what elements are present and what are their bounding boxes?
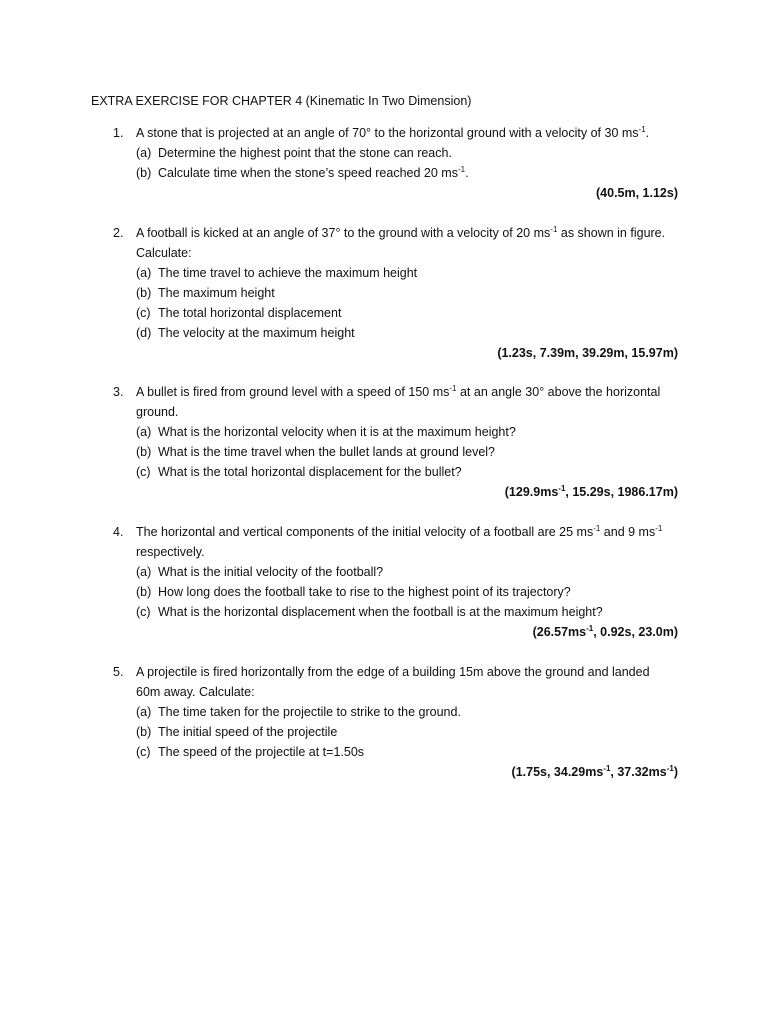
part-text: What is the time travel when the bullet lands at ground level?	[158, 445, 495, 459]
part-label: (b)	[136, 166, 152, 180]
question-3-part-c	[136, 465, 462, 479]
question-5-part-a	[136, 705, 461, 719]
question-2-number: 2.	[113, 226, 124, 240]
part-text: What is the initial velocity of the football?	[158, 565, 384, 579]
part-text: What is the horizontal velocity when it is at the maximum height?	[158, 425, 516, 439]
page-title: EXTRA EXERCISE FOR CHAPTER 4 (Kinematic In Two Dimension)	[91, 94, 472, 108]
question-1-part-a	[136, 146, 452, 160]
part-label: (a)	[136, 705, 152, 719]
question-4-part-c	[136, 605, 603, 619]
part-label: (b)	[136, 286, 152, 300]
part-text: The time travel to achieve the maximum height	[158, 266, 418, 280]
part-label: (c)	[136, 605, 151, 619]
question-3-answer: ($129.9ms^{-1}$, 15.29s, 1986.17m)	[504, 483, 678, 499]
part-label: (a)	[136, 425, 152, 439]
question-1-text-line: A stone that is projected at an angle of 70° to the horizontal ground with a velocity of 30 $ms^{-1}$.	[136, 124, 650, 140]
question-5-part-c	[136, 745, 364, 759]
part-label: (c)	[136, 465, 151, 479]
question-1-number: 1.	[113, 126, 124, 140]
part-text: The maximum height	[158, 286, 275, 300]
question-1-answer: (40.5m, 1.12s)	[596, 186, 678, 200]
part-label: (a)	[136, 266, 152, 280]
question-5-answer: (1.75s, $34.29ms^{-1}$, $37.32ms^{-1}$)	[511, 763, 678, 779]
question-2-part-b	[136, 286, 275, 300]
question-4-text-line: The horizontal and vertical components of the initial velocity of a football are 25 $ms^{-1}$ and 9 $ms^{-1}$	[136, 523, 663, 539]
question-5-text-line: 60m away. Calculate:	[136, 685, 255, 699]
part-text: The total horizontal displacement	[158, 306, 342, 320]
question-2-answer: (1.23s, 7.39m, 39.29m, 15.97m)	[497, 346, 678, 360]
question-3-text-line: A bullet is fired from ground level with a speed of 150 $ms^{-1}$ at an angle 30° above the horizontal	[136, 383, 661, 399]
question-1-part-b	[136, 166, 469, 180]
part-text: Determine the highest point that the stone can reach.	[158, 146, 452, 160]
part-label: (d)	[136, 326, 152, 340]
part-label: (b)	[136, 725, 152, 739]
part-text: The velocity at the maximum height	[158, 326, 355, 340]
question-3-text-line: ground.	[136, 405, 179, 419]
question-3-part-a	[136, 425, 516, 439]
question-4-number: 4.	[113, 525, 124, 539]
part-label: (c)	[136, 306, 151, 320]
part-text: Calculate time when the stone’s speed reached 20 $ms^{-1}$.	[158, 164, 469, 180]
part-text: The time taken for the projectile to strike to the ground.	[158, 705, 461, 719]
question-2-part-a	[136, 266, 417, 280]
question-2-part-c	[136, 306, 341, 320]
question-5-number: 5.	[113, 665, 124, 679]
question-3-part-b	[136, 445, 495, 459]
question-2-part-d	[136, 326, 355, 340]
question-4-text-line: respectively.	[136, 545, 205, 559]
part-label: (b)	[136, 585, 152, 599]
part-text: What is the total horizontal displacement for the bullet?	[158, 465, 462, 479]
question-2-text-line: Calculate:	[136, 246, 192, 260]
part-label: (a)	[136, 565, 152, 579]
question-3-number: 3.	[113, 385, 124, 399]
part-text: How long does the football take to rise to the highest point of its trajectory?	[158, 585, 571, 599]
part-label: (a)	[136, 146, 152, 160]
part-label: (c)	[136, 745, 151, 759]
question-2-text-line: A football is kicked at an angle of 37° to the ground with a velocity of 20 $ms^{-1}$ as shown in figure.	[136, 224, 666, 240]
question-4-part-a	[136, 565, 383, 579]
question-4-answer: ($26.57ms^{-1}$, 0.92s, 23.0m)	[532, 623, 678, 639]
question-5-part-b	[136, 725, 337, 739]
question-4-part-b	[136, 585, 571, 599]
part-text: The speed of the projectile at t=1.50s	[158, 745, 365, 759]
part-text: The initial speed of the projectile	[158, 725, 338, 739]
question-5-text-line: A projectile is fired horizontally from the edge of a building 15m above the ground and landed	[136, 665, 650, 679]
part-text: What is the horizontal displacement when the football is at the maximum height?	[158, 605, 603, 619]
part-label: (b)	[136, 445, 152, 459]
